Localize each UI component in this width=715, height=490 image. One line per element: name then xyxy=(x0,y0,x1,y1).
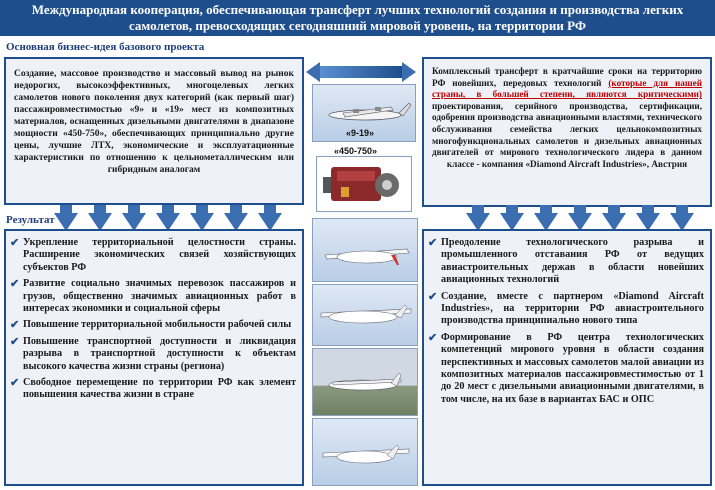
result-item xyxy=(10,377,296,402)
connector-bar xyxy=(320,66,402,78)
result-item-text: Свободное перемещение по территории РФ как элемент повышения качества жизни в стране xyxy=(23,377,296,401)
result-item-text: Повышение транспортной доступности и ликвидация разрыва в транспортной доступности к объектам высокого качества жизни страны (регионa) xyxy=(23,335,296,372)
tech-results-panel xyxy=(422,229,712,486)
diesel-engine-icon xyxy=(317,157,412,212)
check-icon: ✔ xyxy=(10,278,20,291)
result-item-text: Создание, вместе с партнером «Diamond Aircraft Industries», на территории РФ авиастроительного производства принципиально нового типа xyxy=(441,290,704,327)
result-item xyxy=(428,332,704,406)
page-title: Международная кооперация, обеспечивающая трансферт лучших технологий создания и производства легких самолетов, превосходящих сегодняшний мировой уровень, на территории РФ xyxy=(31,2,684,33)
plane-photo-icon xyxy=(313,285,418,346)
plane-on-runway-icon xyxy=(313,349,418,416)
result-item-text: Развитие социально значимых перевозок пассажиров и грузов, общественно значимых авиационных работ в интересах экономики и социальной сферы xyxy=(23,278,296,315)
aircraft-photo-1 xyxy=(312,218,418,282)
check-icon: ✔ xyxy=(10,335,20,348)
check-icon: ✔ xyxy=(10,377,20,390)
business-idea-panel xyxy=(4,57,304,205)
check-icon: ✔ xyxy=(10,319,20,332)
social-results-list xyxy=(10,237,296,402)
result-item xyxy=(10,319,296,331)
check-icon: ✔ xyxy=(10,237,20,249)
result-item xyxy=(10,237,296,274)
aircraft-photo-3 xyxy=(312,348,418,416)
transfer-highlight: (которые для нашей страны, в большей степени, являются критическими) xyxy=(432,77,703,100)
result-item-text: Формирование в РФ центра технологических компетенций мирового уровня в области создания перспективных и массовых самолетов малой авиации из композитных материалов пассажировместимостью от 1 до 20 мест с дизельными авиационными двигателями, в том числе, на их базе в вариантах БАС и ОПС xyxy=(441,331,704,405)
check-icon: ✔ xyxy=(428,331,438,344)
plane-photo-icon xyxy=(313,419,418,486)
engine-model-label: «450-750» xyxy=(334,146,378,156)
business-idea-text: Создание, массовое производство и массовый вывод на рынок недорогих, высокоэффективных, многоцелевых легких самолетов нового поколения двух категорий (как первый шаг) пассажировместимостью «9» и «19» мест из композитных материалов, оснащенных дизельными двигателями в диапазоне мощности «450-750», обеспечивающих принципиально другие цены, лучшие ЛТХ, экономические и эксплуатационные характеристики по отношению к цельнометаллическим или гибридным аналогам xyxy=(14,69,294,175)
transfer-text-part1: Комплексный трансферт в кратчайшие сроки на территорию РФ новейших, передовых технологий xyxy=(432,66,702,88)
page-title-banner xyxy=(0,0,715,36)
basic-idea-label: Основная бизнес-идея базового проекта xyxy=(6,41,205,53)
check-icon: ✔ xyxy=(428,290,438,303)
aircraft-photo-4 xyxy=(312,418,418,486)
plane-model-label: «9-19» xyxy=(346,128,375,138)
aircraft-photo-2 xyxy=(312,284,418,346)
result-item-text: Повышение территориальной мобильности рабочей силы xyxy=(23,319,292,331)
result-item-text: Укрепление территориальной целостности страны. Расширение экономических связей хозяйствующих субъектов РФ xyxy=(23,237,296,273)
check-icon: ✔ xyxy=(428,237,438,249)
result-item xyxy=(428,237,704,287)
result-label: Результат xyxy=(6,214,55,226)
plane-photo-icon xyxy=(313,219,418,282)
transfer-panel xyxy=(422,57,712,207)
result-item-text: Преодоление технологического разрыва и промышленного отставания РФ от ведущих авиастроительных держав в области новейших авиационных технологий xyxy=(441,237,704,286)
right-chevron-icon xyxy=(402,62,416,82)
transfer-text-part2: проектирования, серийного производства, сертификации, одобрения производства авиационными властями, технического обслуживания семейства легких цельнокомпозитных многофункциональных самолетов и дизельных авиационных двигателей от мирового технологического лидера в данном классе - компания «Diamond Aircraft Industries», Австрия xyxy=(432,100,702,169)
result-item xyxy=(10,336,296,373)
engine-image xyxy=(316,156,412,212)
social-results-panel xyxy=(4,229,304,486)
result-item xyxy=(428,291,704,328)
left-chevron-icon xyxy=(306,62,320,82)
result-item xyxy=(10,278,296,315)
tech-results-list xyxy=(428,237,704,406)
